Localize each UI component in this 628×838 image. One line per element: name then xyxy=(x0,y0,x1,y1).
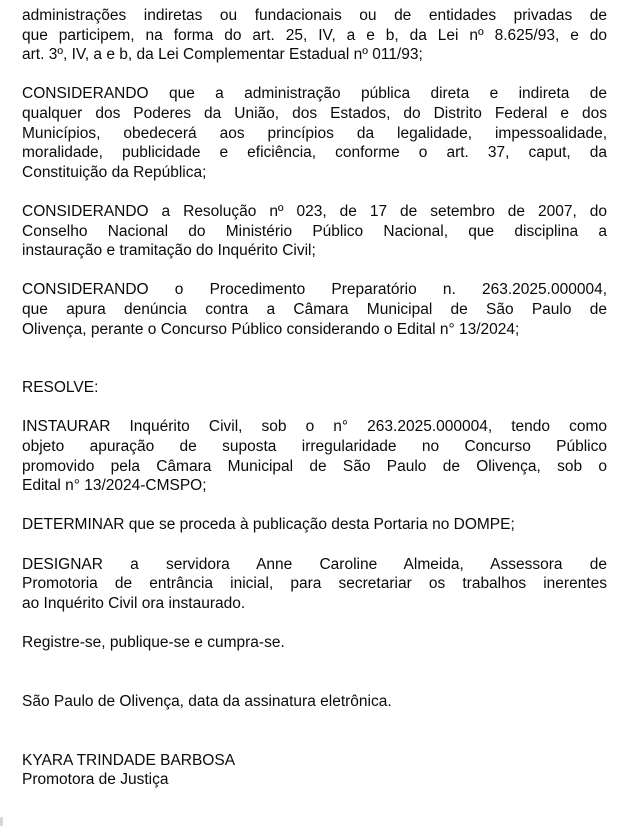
text-line: CONSIDERANDO o Procedimento Preparatório n. 263.2025.000004, xyxy=(22,281,607,299)
text-line: art. 3º, IV, a e b, da Lei Complementar Estadual nº 011/93; xyxy=(22,46,423,64)
text-line: Edital n° 13/2024-CMSPO; xyxy=(22,477,207,495)
paragraph-considerando-resolucao-023 xyxy=(22,202,607,261)
scan-artifact xyxy=(0,817,3,826)
text-line: INSTAURAR Inquérito Civil, sob o n° 263.2025.000004, tendo como xyxy=(22,418,607,436)
paragraph-resolve-heading xyxy=(22,378,607,398)
text-line: que participem, na forma do art. 25, IV, a e b, da Lei nº 8.625/93, e do xyxy=(22,26,607,44)
paragraph-designar-clause xyxy=(22,555,607,614)
paragraph-instaurar-clause xyxy=(22,417,607,495)
paragraph-continuation-clause xyxy=(22,6,607,65)
text-line: RESOLVE: xyxy=(22,379,99,397)
text-line: instauração e tramitação do Inquérito Civil; xyxy=(22,242,316,260)
text-line: promovido pela Câmara Municipal de São Paulo de Olivença, sob o xyxy=(22,457,607,475)
document-body xyxy=(22,6,607,790)
text-line: moralidade, publicidade e eficiência, conforme o art. 37, caput, da xyxy=(22,144,607,162)
text-line: administrações indiretas ou fundacionais ou de entidades privadas de xyxy=(22,7,607,24)
paragraph-considerando-procedimento-preparatorio xyxy=(22,280,607,339)
text-line: que apura denúncia contra a Câmara Municipal de São Paulo de xyxy=(22,300,607,318)
text-line: KYARA TRINDADE BARBOSA xyxy=(22,751,236,769)
text-line: DESIGNAR a servidora Anne Caroline Almeida, Assessora de xyxy=(22,555,607,573)
text-line: Registre-se, publique-se e cumpra-se. xyxy=(22,634,285,651)
text-line: Olivença, perante o Concurso Público considerando o Edital n° 13/2024; xyxy=(22,320,520,338)
text-line: Constituição da República; xyxy=(22,163,207,181)
paragraph-determinar-clause xyxy=(22,515,607,535)
text-line: Municípios, obedecerá aos princípios da legalidade, impessoalidade, xyxy=(22,124,607,142)
text-line: qualquer dos Poderes da União, dos Estados, do Distrito Federal e dos xyxy=(22,104,607,122)
text-line: Promotoria de entrância inicial, para secretariar os trabalhos inerentes xyxy=(22,575,607,593)
text-line: CONSIDERANDO que a administração pública direta e indireta de xyxy=(22,85,607,103)
text-line: objeto apuração de suposta irregularidade no Concurso Público xyxy=(22,438,607,456)
paragraph-registre-se xyxy=(22,633,607,653)
paragraph-signature-block xyxy=(22,751,607,790)
text-line: Conselho Nacional do Ministério Público Nacional, que disciplina a xyxy=(22,222,607,240)
text-line: São Paulo de Olivença, data da assinatura eletrônica. xyxy=(22,692,392,710)
text-line: ao Inquérito Civil ora instaurado. xyxy=(22,594,246,612)
paragraph-considerando-administracao-publica xyxy=(22,84,607,182)
paragraph-local-e-data xyxy=(22,692,607,712)
text-line: Promotora de Justiça xyxy=(22,771,169,789)
text-line: CONSIDERANDO a Resolução nº 023, de 17 de setembro de 2007, do xyxy=(22,202,607,220)
text-line: DETERMINAR que se proceda à publicação desta Portaria no DOMPE; xyxy=(22,516,515,534)
